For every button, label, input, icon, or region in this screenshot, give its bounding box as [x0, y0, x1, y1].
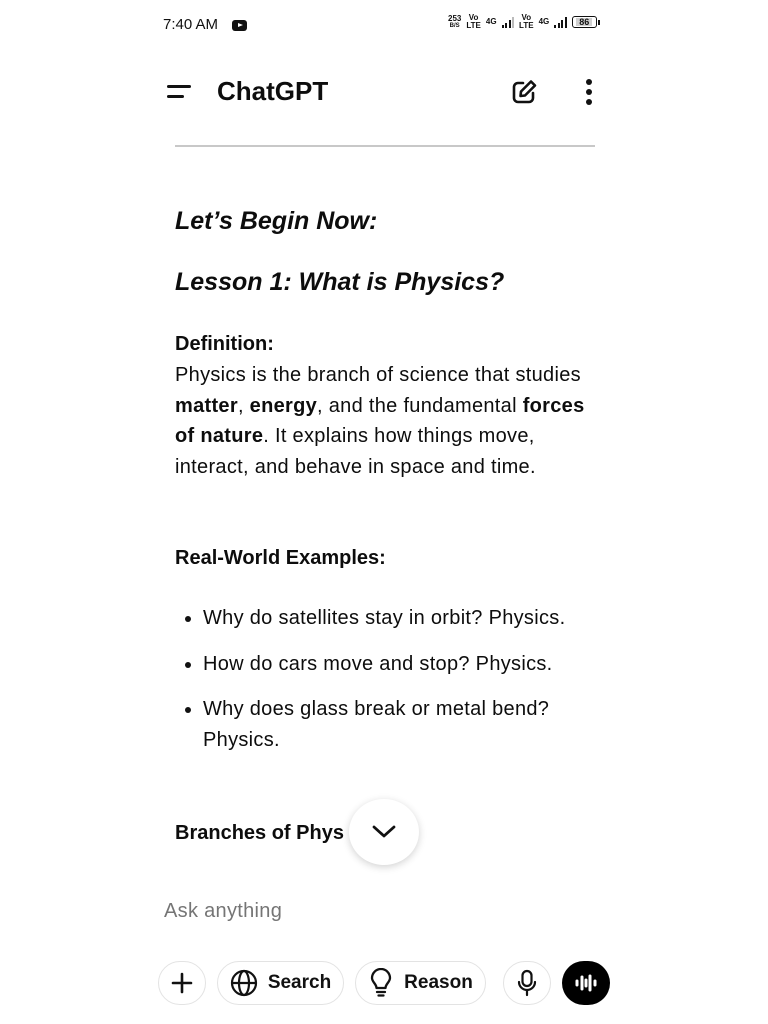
youtube-notification-icon [232, 20, 247, 31]
list-item: Why does glass break or metal bend? Physics. [175, 694, 600, 755]
reason-button[interactable] [355, 961, 486, 1005]
signal-1-icon [502, 17, 515, 28]
plus-icon [171, 972, 193, 994]
sidebar-menu-icon[interactable] [165, 83, 193, 101]
search-label: Search [267, 972, 332, 993]
battery-icon: 86 [572, 16, 597, 28]
chevron-down-icon [371, 824, 397, 840]
globe-icon [230, 969, 258, 997]
add-attachment-button[interactable] [158, 961, 206, 1005]
dictation-button[interactable] [503, 961, 551, 1005]
scroll-down-button[interactable] [349, 799, 419, 865]
network-type-1: 4G [485, 17, 497, 26]
signal-2-icon [554, 17, 567, 28]
branches-label: Branches of Phys [175, 822, 344, 844]
status-indicators [448, 14, 597, 30]
examples-list [175, 603, 600, 770]
network-type-2: 4G [538, 17, 550, 26]
audio-waveform-icon [573, 973, 599, 993]
heading-lesson: Lesson 1: What is Physics? [175, 268, 505, 296]
definition-text: Physics is the branch of science that studies matter, energy, and the fundamental forces of nature. It explains how things move, interact, and behave in space and time. [175, 364, 585, 478]
reason-label: Reason [404, 972, 473, 993]
status-time: 7:40 AM [163, 16, 219, 33]
lightbulb-icon [368, 968, 394, 998]
voice-mode-button[interactable] [562, 961, 610, 1005]
volte-2: Vo LTE [519, 13, 534, 30]
ask-input[interactable] [164, 900, 584, 923]
list-item: Why do satellites stay in orbit? Physics. [175, 603, 600, 634]
heading-begin: Let’s Begin Now: [175, 207, 378, 235]
examples-label: Real-World Examples: [175, 547, 386, 569]
microphone-icon [516, 969, 538, 997]
new-chat-icon[interactable] [509, 77, 539, 107]
section-divider [175, 145, 595, 147]
net-speed: 253 B/S [448, 14, 462, 29]
app-title: ChatGPT [217, 76, 329, 106]
more-options-icon[interactable] [579, 78, 599, 106]
list-item: How do cars move and stop? Physics. [175, 649, 600, 680]
definition-label: Definition: [175, 333, 274, 355]
volte-1: Vo LTE [466, 13, 481, 30]
search-button[interactable] [217, 961, 344, 1005]
